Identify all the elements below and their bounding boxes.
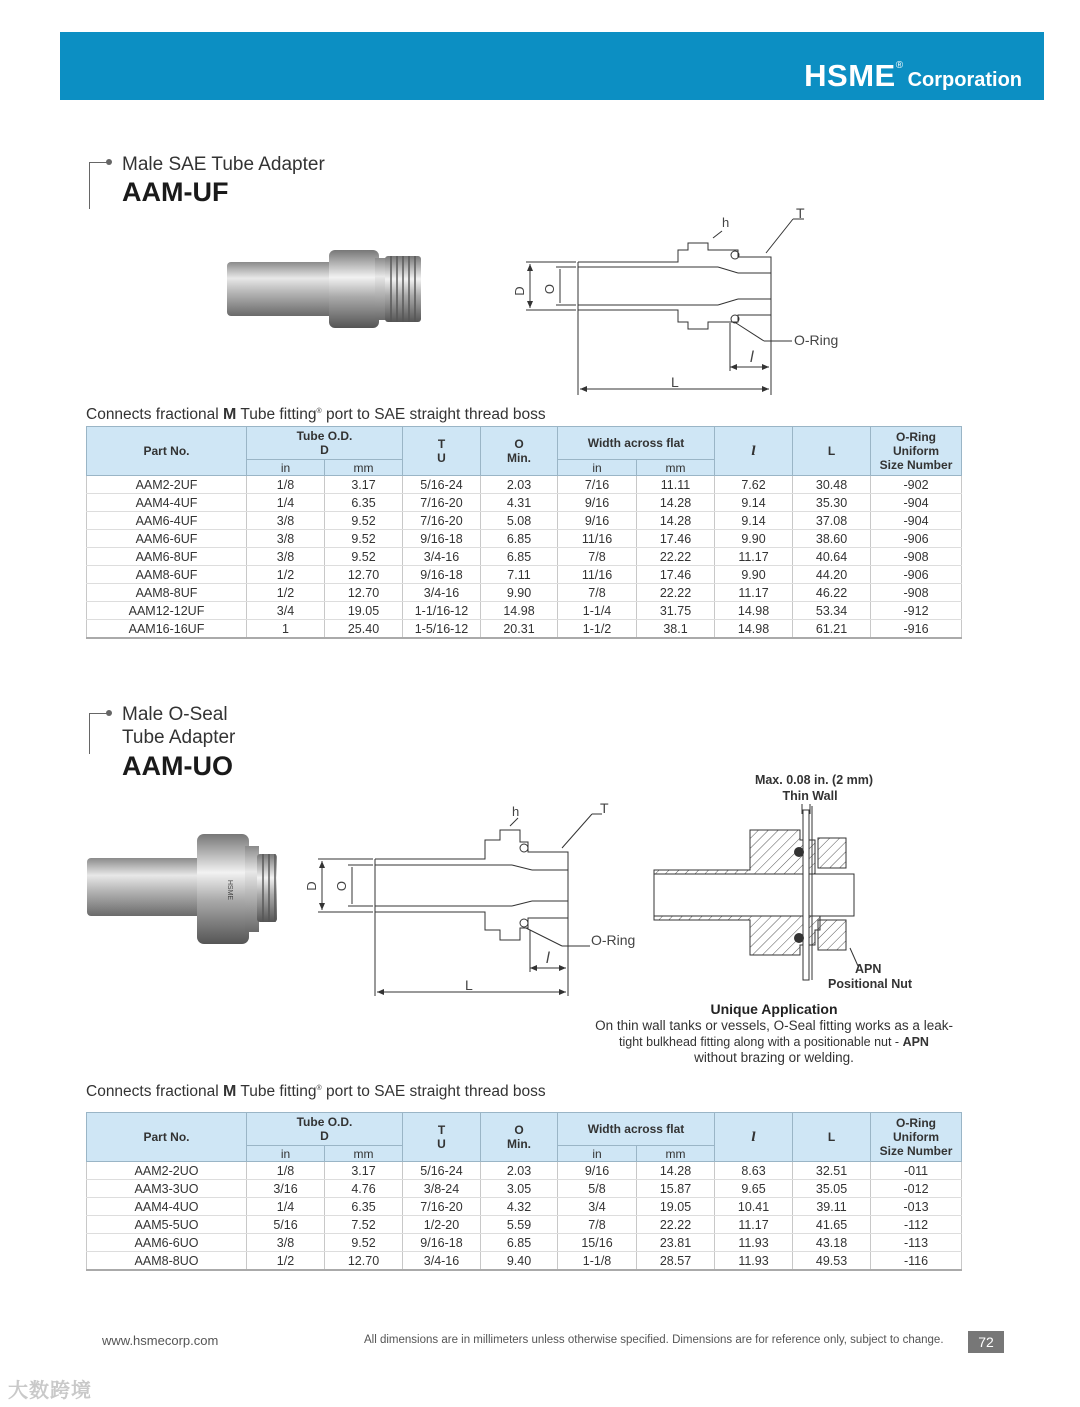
table-row bbox=[87, 602, 962, 620]
table-cell: 1-1/16-12 bbox=[403, 602, 481, 620]
table-cell: 1/8 bbox=[247, 476, 325, 494]
table-cell: 61.21 bbox=[793, 620, 871, 639]
table-cell: 15.87 bbox=[637, 1180, 715, 1198]
table-row bbox=[87, 512, 962, 530]
table-cell: 19.05 bbox=[637, 1198, 715, 1216]
table-cell: 39.11 bbox=[793, 1198, 871, 1216]
table-cell: -906 bbox=[871, 566, 962, 584]
spec-table-aam-uo bbox=[86, 1112, 962, 1271]
table-cell: 7/16-20 bbox=[403, 1198, 481, 1216]
table-cell: 5.59 bbox=[481, 1216, 558, 1234]
table-cell: 1/4 bbox=[247, 1198, 325, 1216]
table-cell: 11.17 bbox=[715, 1216, 793, 1234]
detail-wall-line1: Max. 0.08 in. (2 mm) bbox=[754, 773, 874, 787]
part-number-cell: AAM8-6UF bbox=[87, 566, 247, 584]
part-number-cell: AAM6-6UF bbox=[87, 530, 247, 548]
table-cell: -908 bbox=[871, 548, 962, 566]
table-cell: 4.32 bbox=[481, 1198, 558, 1216]
table-cell: 1/2 bbox=[247, 1252, 325, 1271]
table-cell: 53.34 bbox=[793, 602, 871, 620]
table-cell: 9.65 bbox=[715, 1180, 793, 1198]
table-cell: 2.03 bbox=[481, 476, 558, 494]
table-cell: 7/16 bbox=[558, 476, 637, 494]
col-l: l bbox=[715, 427, 793, 476]
table-row bbox=[87, 1180, 962, 1198]
table-cell: 9/16 bbox=[558, 1162, 637, 1180]
table-cell: 14.28 bbox=[637, 494, 715, 512]
footer-url[interactable]: www.hsmecorp.com bbox=[102, 1333, 219, 1348]
table-cell: 9.90 bbox=[715, 530, 793, 548]
table-cell: 3.05 bbox=[481, 1180, 558, 1198]
col-tube-in: in bbox=[247, 1146, 325, 1162]
col-o-min: O Min. bbox=[481, 1113, 558, 1162]
brand-registered-mark: ® bbox=[895, 59, 904, 71]
part-number-cell: AAM4-4UF bbox=[87, 494, 247, 512]
table-cell: 43.18 bbox=[793, 1234, 871, 1252]
table-cell: 10.41 bbox=[715, 1198, 793, 1216]
col-waf-in: in bbox=[558, 1146, 637, 1162]
label-h: h bbox=[512, 804, 520, 819]
table-cell: -904 bbox=[871, 494, 962, 512]
footer-disclaimer: All dimensions are in millimeters unless otherwise specified. Dimensions are for reference only, subject to change. bbox=[364, 1334, 944, 1346]
col-L: L bbox=[793, 1113, 871, 1162]
section2-caption: Connects fractional M Tube fitting® port to SAE straight thread boss bbox=[86, 1083, 546, 1100]
table-cell: 1/4 bbox=[247, 494, 325, 512]
detail-wall-line2: Thin Wall bbox=[782, 789, 838, 803]
table-cell: 6.35 bbox=[325, 1198, 403, 1216]
table-cell: -113 bbox=[871, 1234, 962, 1252]
table-cell: 14.98 bbox=[715, 620, 793, 639]
table-cell: 1/2-20 bbox=[403, 1216, 481, 1234]
table-row bbox=[87, 494, 962, 512]
unique-application-line2: tight bulkhead fitting along with a positionable nut - APN bbox=[619, 1035, 929, 1049]
table-row bbox=[87, 1198, 962, 1216]
table-row bbox=[87, 476, 962, 494]
col-L: L bbox=[793, 427, 871, 476]
table-cell: 30.48 bbox=[793, 476, 871, 494]
table-row bbox=[87, 530, 962, 548]
table-cell: 38.60 bbox=[793, 530, 871, 548]
table-cell: 7/16-20 bbox=[403, 494, 481, 512]
col-l: l bbox=[715, 1113, 793, 1162]
label-L: L bbox=[465, 977, 473, 993]
table-cell: 22.22 bbox=[637, 1216, 715, 1234]
section-bullet bbox=[106, 159, 112, 165]
table-cell: 3/4 bbox=[558, 1198, 637, 1216]
part-number-cell: AAM5-5UO bbox=[87, 1216, 247, 1234]
section2-subtitle-line2: Tube Adapter bbox=[122, 727, 236, 748]
table-cell: 14.28 bbox=[637, 1162, 715, 1180]
table-cell: 6.85 bbox=[481, 548, 558, 566]
table-cell: 31.75 bbox=[637, 602, 715, 620]
part-number-cell: AAM3-3UO bbox=[87, 1180, 247, 1198]
table-cell: 19.05 bbox=[325, 602, 403, 620]
table-cell: 12.70 bbox=[325, 584, 403, 602]
table-cell: 11.93 bbox=[715, 1252, 793, 1271]
table-row bbox=[87, 620, 962, 639]
section-bracket bbox=[89, 162, 110, 209]
part-number-cell: AAM6-8UF bbox=[87, 548, 247, 566]
label-h: h bbox=[722, 215, 730, 230]
table-cell: 1/2 bbox=[247, 566, 325, 584]
table-cell: 1-1/2 bbox=[558, 620, 637, 639]
product-photo-aam-uf bbox=[225, 238, 425, 336]
col-oring: O-Ring Uniform Size Number bbox=[871, 1113, 962, 1162]
table-cell: 7/16-20 bbox=[403, 512, 481, 530]
table-cell: 9.52 bbox=[325, 512, 403, 530]
table-cell: 22.22 bbox=[637, 584, 715, 602]
col-oring: O-Ring Uniform Size Number bbox=[871, 427, 962, 476]
table-cell: 9/16 bbox=[558, 512, 637, 530]
table-cell: 7/8 bbox=[558, 1216, 637, 1234]
table-cell: 5/16-24 bbox=[403, 1162, 481, 1180]
table-cell: 15/16 bbox=[558, 1234, 637, 1252]
col-thread-tu: T U bbox=[403, 1113, 481, 1162]
brand-suffix: Corporation bbox=[907, 69, 1022, 91]
col-tube-od: Tube O.D. D bbox=[247, 1113, 403, 1146]
part-number-cell: AAM2-2UO bbox=[87, 1162, 247, 1180]
part-number-cell: AAM6-4UF bbox=[87, 512, 247, 530]
table-cell: 11.11 bbox=[637, 476, 715, 494]
table-cell: -902 bbox=[871, 476, 962, 494]
table-cell: 3/16 bbox=[247, 1180, 325, 1198]
table-cell: 4.31 bbox=[481, 494, 558, 512]
table-cell: 6.35 bbox=[325, 494, 403, 512]
detail-apn-desc: Positional Nut bbox=[828, 977, 913, 991]
table-cell: 1-1/4 bbox=[558, 602, 637, 620]
table-row bbox=[87, 584, 962, 602]
unique-application-line3: without brazing or welding. bbox=[694, 1050, 854, 1065]
table-cell: -906 bbox=[871, 530, 962, 548]
table-row bbox=[87, 548, 962, 566]
table-cell: -012 bbox=[871, 1180, 962, 1198]
table-cell: 11/16 bbox=[558, 566, 637, 584]
brand-name: HSME bbox=[804, 58, 896, 93]
table-cell: 8.63 bbox=[715, 1162, 793, 1180]
table-cell: -916 bbox=[871, 620, 962, 639]
col-tube-mm: mm bbox=[325, 460, 403, 476]
table-cell: 40.64 bbox=[793, 548, 871, 566]
col-tube-mm: mm bbox=[325, 1146, 403, 1162]
table-cell: 25.40 bbox=[325, 620, 403, 639]
table-row bbox=[87, 566, 962, 584]
page-number: 72 bbox=[968, 1331, 1004, 1353]
table-cell: 3/4 bbox=[247, 602, 325, 620]
table-cell: 5/8 bbox=[558, 1180, 637, 1198]
table-row bbox=[87, 1216, 962, 1234]
table-cell: 11.93 bbox=[715, 1234, 793, 1252]
product-photo-aam-uo bbox=[85, 828, 280, 950]
table-row bbox=[87, 1234, 962, 1252]
table-cell: 11.17 bbox=[715, 548, 793, 566]
table-cell: 37.08 bbox=[793, 512, 871, 530]
col-tube-od: Tube O.D. D bbox=[247, 427, 403, 460]
label-l: l bbox=[546, 950, 550, 967]
table-cell: -904 bbox=[871, 512, 962, 530]
col-part-no: Part No. bbox=[87, 427, 247, 476]
table-cell: 32.51 bbox=[793, 1162, 871, 1180]
brand-logo bbox=[804, 58, 1022, 94]
table-cell: 9.40 bbox=[481, 1252, 558, 1271]
col-o-min: O Min. bbox=[481, 427, 558, 476]
table-cell: 5/16-24 bbox=[403, 476, 481, 494]
detail-apn-label: APN bbox=[855, 962, 882, 976]
table-cell: 20.31 bbox=[481, 620, 558, 639]
table-cell: -116 bbox=[871, 1252, 962, 1271]
label-L: L bbox=[671, 374, 679, 390]
table-cell: -112 bbox=[871, 1216, 962, 1234]
part-number-cell: AAM16-16UF bbox=[87, 620, 247, 639]
part-number-cell: AAM6-6UO bbox=[87, 1234, 247, 1252]
col-tube-in: in bbox=[247, 460, 325, 476]
header-banner bbox=[60, 32, 1044, 100]
part-number-cell: AAM2-2UF bbox=[87, 476, 247, 494]
table-cell: 3/4-16 bbox=[403, 548, 481, 566]
table-cell: 3/4-16 bbox=[403, 1252, 481, 1271]
table-cell: 9.90 bbox=[715, 566, 793, 584]
table-cell: 3.17 bbox=[325, 1162, 403, 1180]
table-cell: 14.98 bbox=[715, 602, 793, 620]
table-cell: -908 bbox=[871, 584, 962, 602]
table-cell: 6.85 bbox=[481, 1234, 558, 1252]
col-waf-mm: mm bbox=[637, 460, 715, 476]
label-O: O bbox=[334, 880, 349, 892]
section1-caption: Connects fractional M Tube fitting® port to SAE straight thread boss bbox=[86, 406, 546, 423]
table-cell: 23.81 bbox=[637, 1234, 715, 1252]
section1-subtitle: Male SAE Tube Adapter bbox=[122, 154, 325, 175]
table-cell: 3/8 bbox=[247, 548, 325, 566]
table-cell: 22.22 bbox=[637, 548, 715, 566]
section-bracket bbox=[89, 713, 110, 754]
table-cell: -912 bbox=[871, 602, 962, 620]
table-cell: 7.52 bbox=[325, 1216, 403, 1234]
table-cell: 1-1/8 bbox=[558, 1252, 637, 1271]
table-cell: 4.76 bbox=[325, 1180, 403, 1198]
table-cell: 49.53 bbox=[793, 1252, 871, 1271]
table-cell: 12.70 bbox=[325, 1252, 403, 1271]
unique-application-line1: On thin wall tanks or vessels, O-Seal fitting works as a leak- bbox=[595, 1018, 953, 1033]
part-number-cell: AAM12-12UF bbox=[87, 602, 247, 620]
section2-subtitle-line1: Male O-Seal bbox=[122, 704, 228, 725]
table-cell: -011 bbox=[871, 1162, 962, 1180]
label-oring: O-Ring bbox=[591, 932, 636, 948]
product-body-mark: HSME bbox=[226, 879, 233, 901]
table-cell: 7.11 bbox=[481, 566, 558, 584]
table-cell: 38.1 bbox=[637, 620, 715, 639]
table-cell: 14.28 bbox=[637, 512, 715, 530]
table-cell: 11/16 bbox=[558, 530, 637, 548]
table-cell: 35.05 bbox=[793, 1180, 871, 1198]
table-cell: 1-5/16-12 bbox=[403, 620, 481, 639]
part-number-cell: AAM8-8UF bbox=[87, 584, 247, 602]
technical-drawing-aam-uo bbox=[300, 800, 660, 1000]
table-cell: 3/8 bbox=[247, 512, 325, 530]
table-cell: 9/16-18 bbox=[403, 1234, 481, 1252]
label-T: T bbox=[600, 800, 609, 816]
col-waf-mm: mm bbox=[637, 1146, 715, 1162]
col-part-no: Part No. bbox=[87, 1113, 247, 1162]
label-O: O bbox=[542, 283, 557, 295]
table-cell: 17.46 bbox=[637, 566, 715, 584]
col-thread-tu: T U bbox=[403, 427, 481, 476]
table-cell: 9.14 bbox=[715, 494, 793, 512]
table-cell: 9/16-18 bbox=[403, 530, 481, 548]
unique-application-title: Unique Application bbox=[710, 1001, 838, 1017]
table-cell: -013 bbox=[871, 1198, 962, 1216]
table-row bbox=[87, 1162, 962, 1180]
table-cell: 6.85 bbox=[481, 530, 558, 548]
table-cell: 9.52 bbox=[325, 1234, 403, 1252]
table-cell: 46.22 bbox=[793, 584, 871, 602]
table-cell: 28.57 bbox=[637, 1252, 715, 1271]
table-cell: 2.03 bbox=[481, 1162, 558, 1180]
section-bullet bbox=[106, 710, 112, 716]
col-waf-in: in bbox=[558, 460, 637, 476]
label-D: D bbox=[304, 881, 319, 891]
table-cell: 9/16-18 bbox=[403, 566, 481, 584]
col-width-across-flat: Width across flat bbox=[558, 427, 715, 460]
technical-drawing-aam-uf bbox=[508, 205, 868, 400]
table-cell: 12.70 bbox=[325, 566, 403, 584]
watermark: 大数跨境 bbox=[8, 1380, 92, 1402]
table-cell: 3/8 bbox=[247, 1234, 325, 1252]
table-row bbox=[87, 1252, 962, 1271]
table-cell: 3/8 bbox=[247, 530, 325, 548]
table-cell: 14.98 bbox=[481, 602, 558, 620]
label-l: l bbox=[750, 349, 754, 366]
table-cell: 9.14 bbox=[715, 512, 793, 530]
label-T: T bbox=[796, 205, 805, 221]
table-cell: 9/16 bbox=[558, 494, 637, 512]
table-cell: 5.08 bbox=[481, 512, 558, 530]
table-cell: 3.17 bbox=[325, 476, 403, 494]
table-cell: 44.20 bbox=[793, 566, 871, 584]
section1-title: AAM-UF bbox=[122, 177, 229, 207]
table-cell: 1 bbox=[247, 620, 325, 639]
col-width-across-flat: Width across flat bbox=[558, 1113, 715, 1146]
table-cell: 9.52 bbox=[325, 548, 403, 566]
table-cell: 1/8 bbox=[247, 1162, 325, 1180]
table-cell: 5/16 bbox=[247, 1216, 325, 1234]
table-cell: 7/8 bbox=[558, 584, 637, 602]
table-cell: 3/8-24 bbox=[403, 1180, 481, 1198]
table-cell: 35.30 bbox=[793, 494, 871, 512]
table-cell: 3/4-16 bbox=[403, 584, 481, 602]
table-cell: 1/2 bbox=[247, 584, 325, 602]
label-oring: O-Ring bbox=[794, 332, 839, 348]
table-cell: 9.90 bbox=[481, 584, 558, 602]
table-cell: 7.62 bbox=[715, 476, 793, 494]
table-cell: 9.52 bbox=[325, 530, 403, 548]
part-number-cell: AAM8-8UO bbox=[87, 1252, 247, 1271]
part-number-cell: AAM4-4UO bbox=[87, 1198, 247, 1216]
table-cell: 11.17 bbox=[715, 584, 793, 602]
table-cell: 17.46 bbox=[637, 530, 715, 548]
table-cell: 7/8 bbox=[558, 548, 637, 566]
table-cell: 41.65 bbox=[793, 1216, 871, 1234]
spec-table-aam-uf bbox=[86, 426, 962, 639]
label-D: D bbox=[512, 286, 527, 296]
section2-title: AAM-UO bbox=[122, 751, 233, 781]
